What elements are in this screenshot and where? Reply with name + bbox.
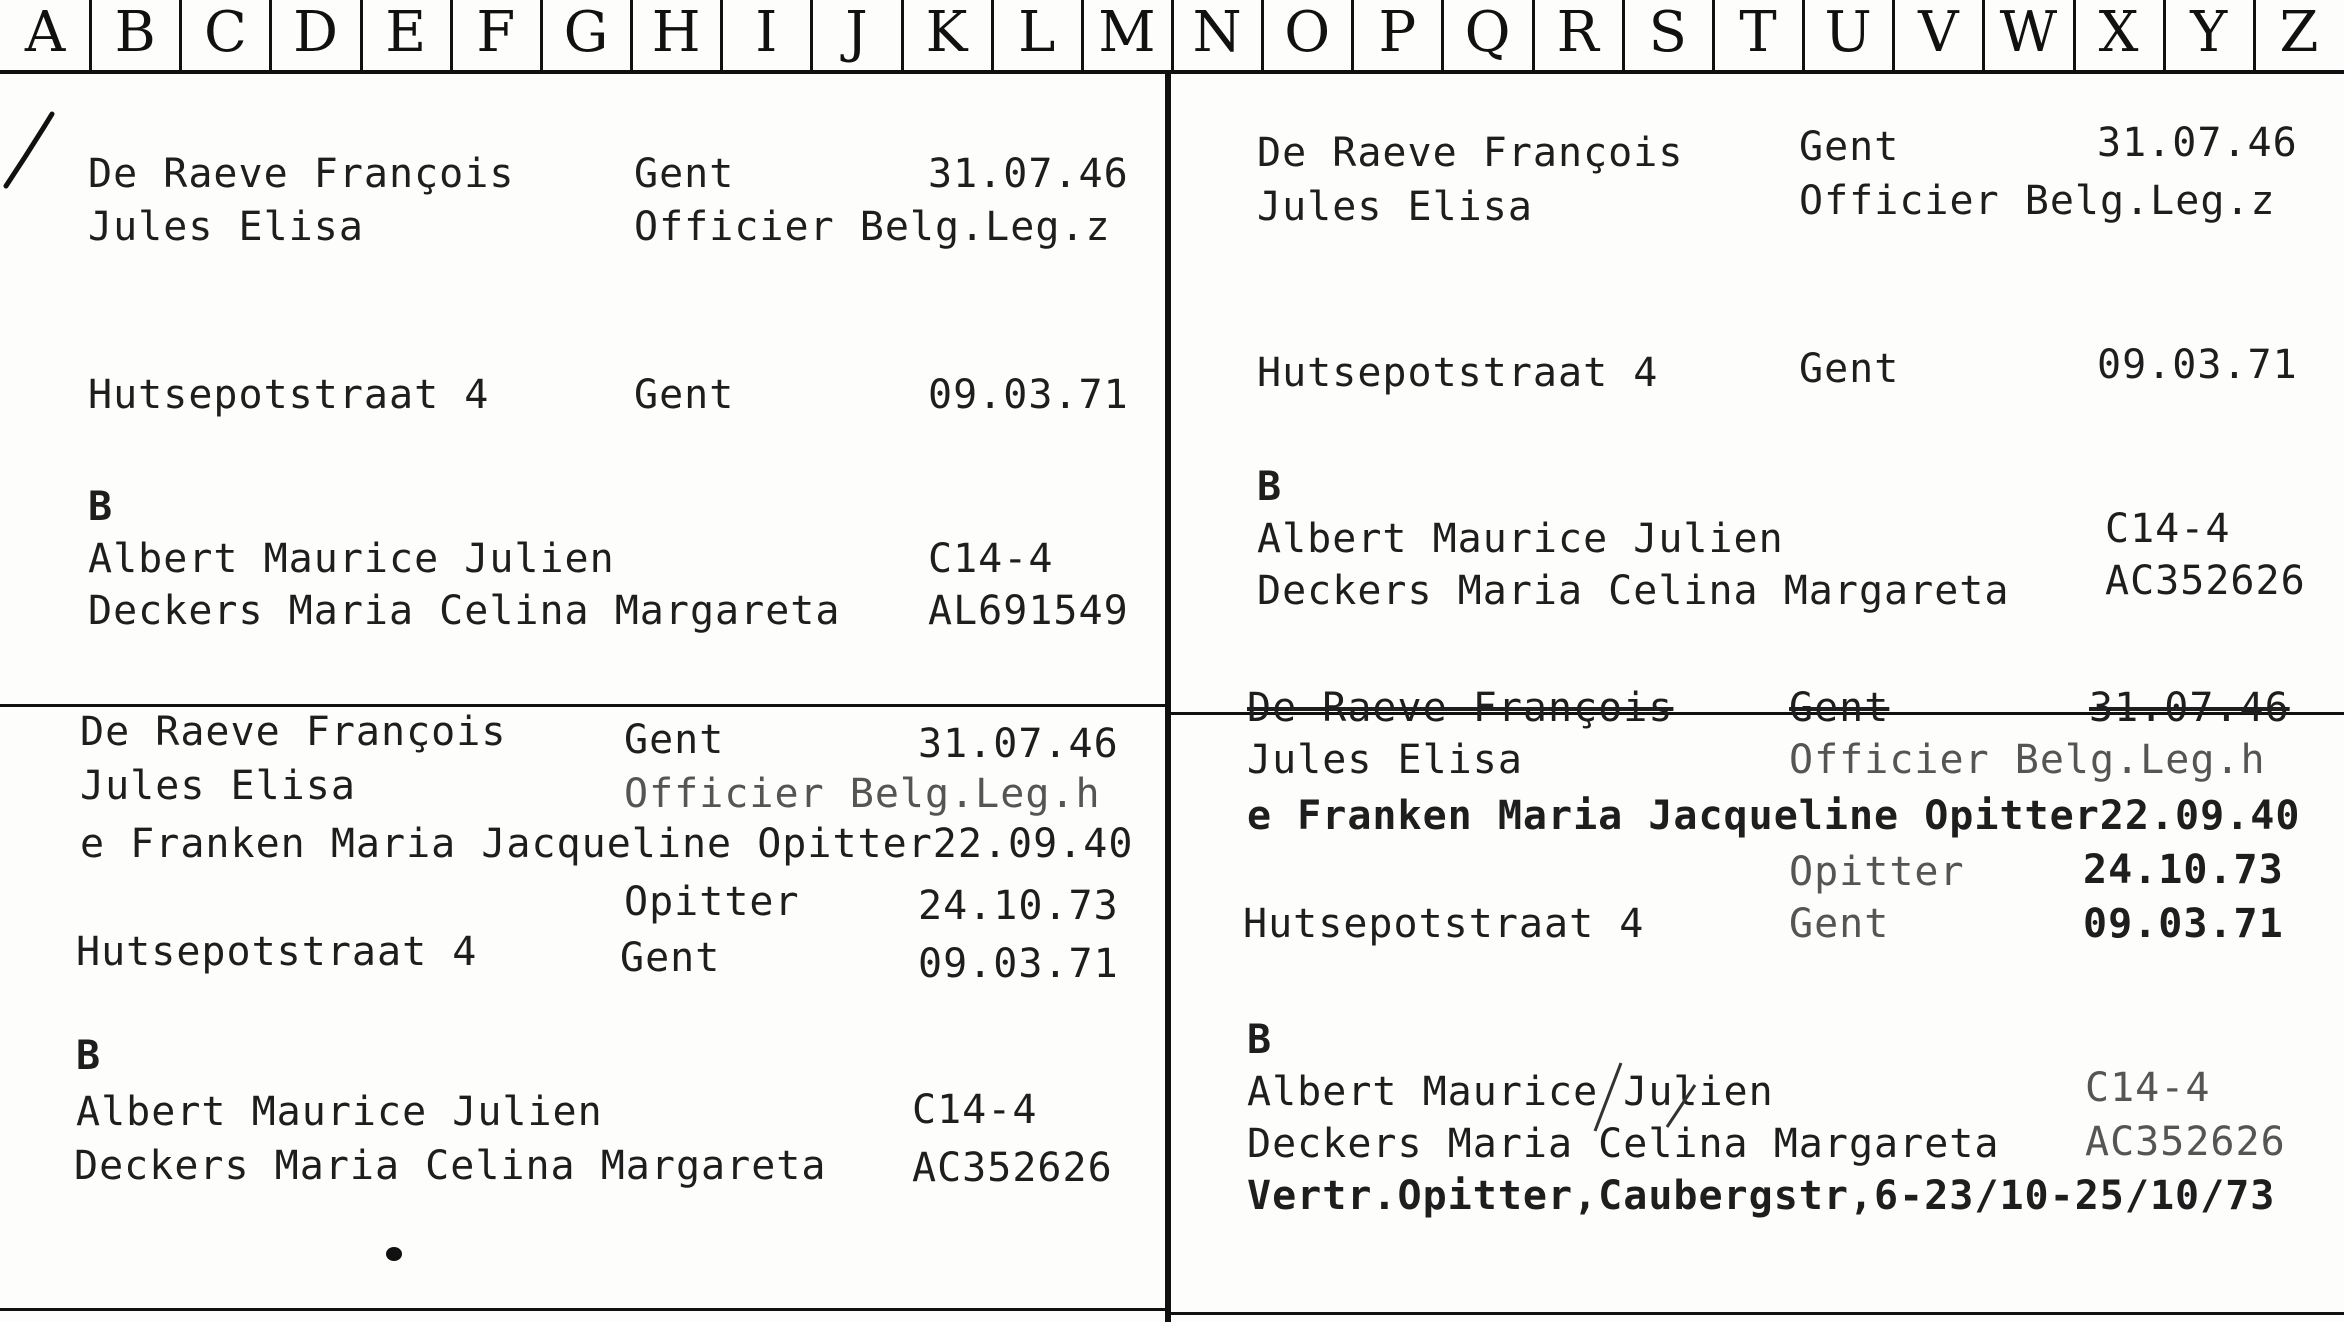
index-separator xyxy=(89,0,92,70)
card-birth-place: Gent xyxy=(624,717,725,763)
card-birth-place: Gent xyxy=(1799,124,1900,170)
index-letter-s: S xyxy=(1648,0,1688,65)
card-address-date: 09.03.71 xyxy=(928,372,1129,418)
card-nationality: B xyxy=(76,1033,102,1079)
card-address-city: Gent xyxy=(1789,901,1890,947)
card-name: De Raeve François xyxy=(1257,130,1684,176)
card-address: Hutsepotstraat 4 xyxy=(1243,901,1645,947)
card-birth-date: 31.07.46 xyxy=(928,151,1129,197)
index-separator xyxy=(2073,0,2076,70)
index-letter-v: V xyxy=(1918,0,1959,65)
index-separator xyxy=(1802,0,1805,70)
index-separator xyxy=(2163,0,2166,70)
card-name-struck: De Raeve François xyxy=(1247,685,1674,731)
index-separator xyxy=(1622,0,1625,70)
index-letter-d: D xyxy=(293,0,338,65)
index-letter-c: C xyxy=(203,0,247,65)
index-separator xyxy=(360,0,363,70)
index-separator xyxy=(1982,0,1985,70)
index-letter-g: G xyxy=(563,0,609,65)
record-card-top-right xyxy=(1171,74,2344,712)
index-separator xyxy=(2253,0,2256,70)
card-address: Hutsepotstraat 4 xyxy=(88,372,490,418)
card-address-date: 09.03.71 xyxy=(918,941,1119,987)
index-separator xyxy=(1532,0,1535,70)
index-letter-m: M xyxy=(1098,0,1156,65)
index-separator xyxy=(720,0,723,70)
card-address-city: Gent xyxy=(1799,346,1900,392)
card-spouse-city: Opitter xyxy=(624,879,800,925)
index-letter-t: T xyxy=(1739,0,1777,65)
index-letter-b: B xyxy=(114,0,156,65)
card-spouse-date: 24.10.73 xyxy=(918,883,1119,929)
card-profession: Officier Belg.Leg.h xyxy=(1789,737,2266,783)
card-spouse-date: 24.10.73 xyxy=(2083,847,2284,893)
left-bottom-rule xyxy=(0,1308,1165,1311)
card-birth-place: Gent xyxy=(634,151,735,197)
index-letter-z: Z xyxy=(2279,0,2319,65)
index-letter-x: X xyxy=(2098,0,2139,65)
card-address-date: 09.03.71 xyxy=(2083,901,2284,947)
index-separator xyxy=(1261,0,1264,70)
index-letter-n: N xyxy=(1192,0,1242,65)
card-id-number: AL691549 xyxy=(928,588,1129,634)
card-spouse: e Franken Maria Jacqueline Opitter22.09.40 xyxy=(80,821,1134,867)
index-letter-l: L xyxy=(1018,0,1056,65)
index-separator xyxy=(1712,0,1715,70)
card-mother: Deckers Maria Celina Margareta xyxy=(1257,568,2010,614)
card-name: De Raeve François xyxy=(80,709,507,755)
card-birth-place-struck: Gent xyxy=(1789,685,1890,731)
card-address: Hutsepotstraat 4 xyxy=(1257,350,1659,396)
index-separator xyxy=(450,0,453,70)
card-profession: Officier Belg.Leg.h xyxy=(624,771,1101,817)
card-id-number: AC352626 xyxy=(2105,558,2306,604)
index-letter-o: O xyxy=(1284,0,1331,65)
card-address: Hutsepotstraat 4 xyxy=(76,929,478,975)
index-letter-i: I xyxy=(755,0,778,65)
card-address-city: Gent xyxy=(620,935,721,981)
card-birth-date: 31.07.46 xyxy=(918,721,1119,767)
index-separator xyxy=(1081,0,1084,70)
card-address-date: 09.03.71 xyxy=(2097,342,2298,388)
index-separator xyxy=(269,0,272,70)
card-address-city: Gent xyxy=(634,372,735,418)
card-first-names: Jules Elisa xyxy=(1257,184,1533,230)
card-name: De Raeve François xyxy=(88,151,515,197)
card-first-names: Jules Elisa xyxy=(1247,737,1523,783)
card-father: Albert Maurice Julien xyxy=(1247,1069,1774,1115)
record-card-bottom-right xyxy=(1171,685,2344,1312)
card-note: Vertr.Opitter,Caubergstr,6-23/10-25/10/73 xyxy=(1247,1173,2276,1219)
card-code: C14-4 xyxy=(912,1087,1038,1133)
card-code: C14-4 xyxy=(2105,506,2231,552)
card-mother: Deckers Maria Celina Margareta xyxy=(1247,1121,2000,1167)
card-code: C14-4 xyxy=(2085,1065,2211,1111)
card-spouse: e Franken Maria Jacqueline Opitter22.09.40 xyxy=(1247,793,2301,839)
index-letter-e: E xyxy=(385,0,427,65)
index-letter-p: P xyxy=(1378,0,1417,65)
card-birth-date-struck: 31.07.46 xyxy=(2089,685,2290,731)
index-separator xyxy=(810,0,813,70)
card-father: Albert Maurice Julien xyxy=(76,1089,603,1135)
index-letter-q: Q xyxy=(1464,0,1511,65)
card-mother: Deckers Maria Celina Margareta xyxy=(74,1143,827,1189)
index-separator xyxy=(1171,0,1174,70)
card-father: Albert Maurice Julien xyxy=(88,536,615,582)
card-code: C14-4 xyxy=(928,536,1054,582)
right-bottom-rule xyxy=(1171,1312,2344,1315)
index-letter-f: F xyxy=(476,0,516,65)
index-letter-h: H xyxy=(651,0,701,65)
index-separator xyxy=(1892,0,1895,70)
card-spouse-city: Opitter xyxy=(1789,849,1965,895)
card-nationality: B xyxy=(1257,464,1283,510)
index-separator xyxy=(1441,0,1444,70)
index-letter-u: U xyxy=(1824,0,1872,65)
record-card-top-left xyxy=(0,74,1165,704)
card-first-names: Jules Elisa xyxy=(88,204,364,250)
ink-dot xyxy=(386,1247,402,1261)
index-separator xyxy=(901,0,904,70)
pen-slash-mark xyxy=(1591,1055,1701,1135)
index-separator xyxy=(540,0,543,70)
card-birth-date: 31.07.46 xyxy=(2097,120,2298,166)
index-letter-y: Y xyxy=(2190,0,2228,65)
index-separator xyxy=(991,0,994,70)
card-mother: Deckers Maria Celina Margareta xyxy=(88,588,841,634)
index-letter-j: J xyxy=(845,0,868,65)
index-separator xyxy=(1351,0,1354,70)
record-card-bottom-left xyxy=(0,707,1165,1307)
index-letter-k: K xyxy=(925,0,968,65)
card-father: Albert Maurice Julien xyxy=(1257,516,1784,562)
card-id-number: AC352626 xyxy=(2085,1119,2286,1165)
card-nationality: B xyxy=(1247,1017,1273,1063)
card-profession: Officier Belg.Leg.z xyxy=(1799,178,2276,224)
index-letter-w: W xyxy=(1999,0,2058,65)
index-separator xyxy=(179,0,182,70)
index-separator xyxy=(630,0,633,70)
card-nationality: B xyxy=(88,484,114,530)
card-id-number: AC352626 xyxy=(912,1145,1113,1191)
card-first-names: Jules Elisa xyxy=(80,763,356,809)
index-letter-a: A xyxy=(24,0,66,65)
card-profession: Officier Belg.Leg.z xyxy=(634,204,1111,250)
index-letter-r: R xyxy=(1556,0,1599,65)
